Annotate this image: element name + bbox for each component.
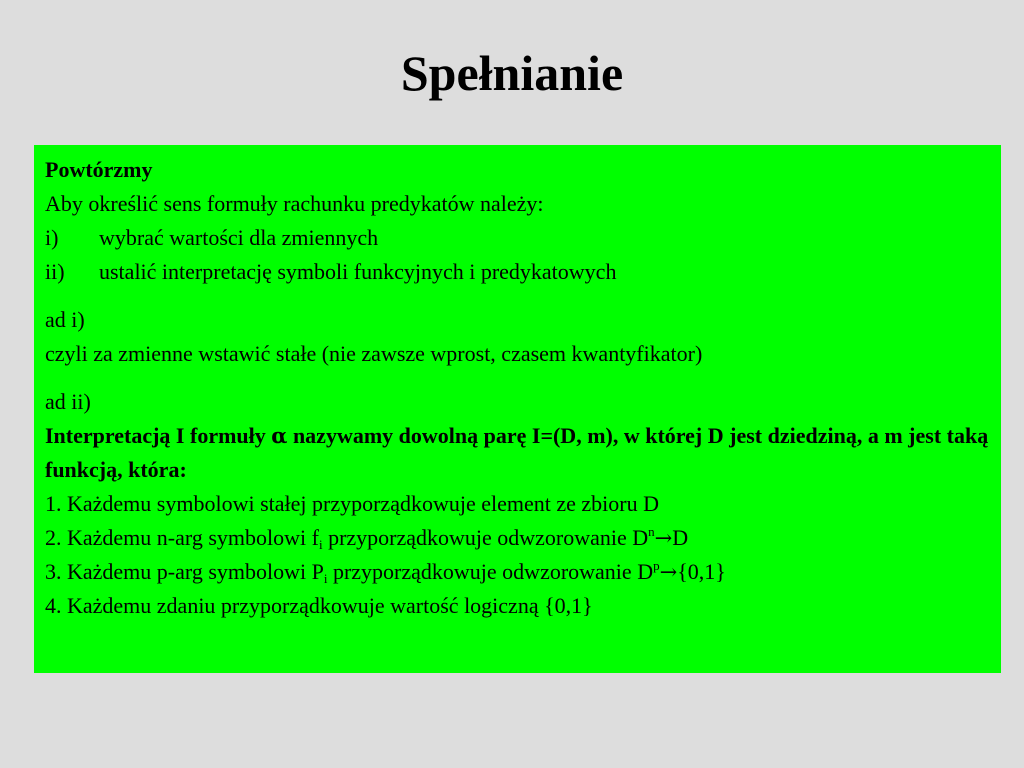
- spacer: [45, 289, 991, 303]
- rule-3-superscript: p: [653, 558, 660, 573]
- content-box: [34, 145, 1001, 673]
- rule-3-prefix: 3. Każdemu p-arg symbolowi P: [45, 559, 324, 584]
- rule-2-subscript: i: [318, 537, 323, 552]
- rule-2-mid: przyporządkowuje odwzorowanie D: [322, 525, 649, 550]
- list-item: [45, 221, 991, 255]
- rule-4: 4. Każdemu zdaniu przyporządkowuje wartość logiczną {0,1}: [45, 593, 593, 618]
- list-item: [45, 255, 991, 289]
- right-arrow-icon: →: [659, 560, 678, 584]
- ad-i-label: ad i): [45, 307, 85, 332]
- list-text: ustalić interpretację symboli funkcyjnych i predykatowych: [99, 259, 617, 284]
- rule-3-subscript: i: [323, 571, 328, 586]
- right-arrow-icon: →: [654, 526, 673, 550]
- list-text: wybrać wartości dla zmiennych: [99, 225, 379, 250]
- rule-3: [45, 555, 991, 589]
- ad-ii-label: ad ii): [45, 389, 91, 414]
- rule-2-superscript: n: [648, 524, 655, 539]
- rule-1: 1. Każdemu symbolowi stałej przyporządkowuje element ze zbioru D: [45, 491, 659, 516]
- alpha-symbol: α: [271, 423, 288, 448]
- rule-3-end: {0,1}: [677, 559, 726, 584]
- list-marker: i): [45, 225, 59, 250]
- slide-title: Spełnianie: [400, 45, 624, 101]
- intro-text: Aby określić sens formuły rachunku predykatów należy:: [45, 191, 544, 216]
- ad-i-text: czyli za zmienne wstawić stałe (nie zawsze wprost, czasem kwantyfikator): [45, 341, 703, 366]
- box-heading: Powtórzmy: [45, 157, 153, 182]
- list-marker: ii): [45, 259, 65, 284]
- spacer: [45, 371, 991, 385]
- definition-part-2: nazywamy dowolną parę I=(D, m), w której D jest dziedziną, a m jest taką funkcją, która:: [45, 423, 989, 482]
- rule-2-prefix: 2. Każdemu n-arg symbolowi f: [45, 525, 319, 550]
- definition-part-1: Interpretacją I formuły: [45, 423, 272, 448]
- rule-3-mid: przyporządkowuje odwzorowanie D: [327, 559, 654, 584]
- interpretation-definition: [45, 419, 991, 487]
- rule-2: [45, 521, 991, 555]
- rule-2-end: D: [672, 525, 689, 550]
